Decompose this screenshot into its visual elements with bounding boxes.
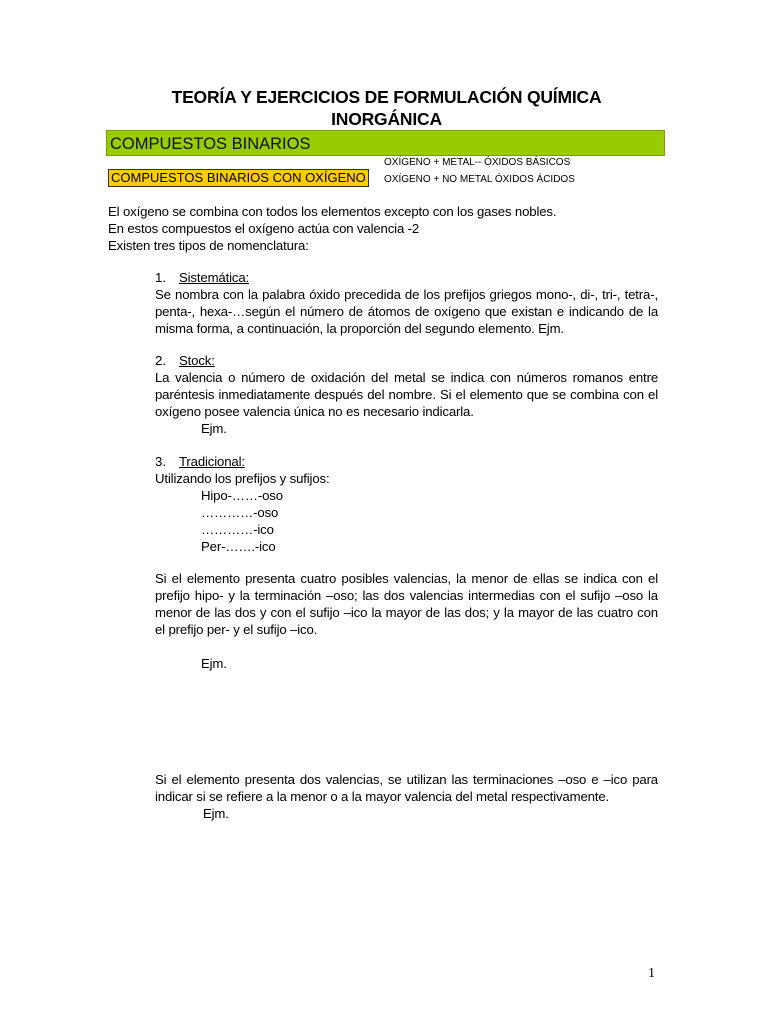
title-line-1: TEORÍA Y EJERCICIOS DE FORMULACIÓN QUÍMICA	[171, 87, 602, 107]
page-number: 1	[648, 966, 655, 981]
tradicional-intro: Utilizando los prefijos y sufijos:	[155, 471, 330, 486]
intro-line-1: El oxígeno se combina con todos los elementos excepto con los gases nobles.	[108, 204, 557, 219]
subsection-highlight: COMPUESTOS BINARIOS CON OXÍGENO	[108, 169, 369, 187]
stock-ejm: Ejm.	[201, 421, 227, 436]
suffix-item-2: …………-oso	[201, 505, 279, 520]
document-title	[108, 86, 665, 130]
sistematica-number: 1.	[155, 270, 166, 285]
stock-number: 2.	[155, 353, 166, 368]
intro-line-3: Existen tres tipos de nomenclatura:	[108, 238, 309, 253]
cuatro-valencias-ejm: Ejm.	[201, 656, 227, 671]
stock-text: La valencia o número de oxidación del metal se indica con números romanos entre paréntesis inmediatamente después del nombre. Si el elemento que se combina con el oxígeno posee valencia única no es necesario indicarla.	[155, 370, 658, 419]
suffix-item-4: Per-…….-ico	[201, 539, 276, 554]
sistematica-heading: Sistemática:	[179, 270, 250, 285]
section-banner	[106, 130, 665, 156]
title-line-2: INORGÁNICA	[331, 109, 442, 129]
sistematica-text: Se nombra con la palabra óxido precedida de los prefijos griegos mono-, di-, tri-, tetra-, penta-, hexa-…según el número de átomos de oxígeno que existan e indicando de la misma forma, a continuación, la proporción del segundo elemento. Ejm.	[155, 287, 658, 336]
tradicional-number: 3.	[155, 454, 166, 469]
section-banner-label: COMPUESTOS BINARIOS	[110, 135, 311, 153]
cuatro-valencias-text: Si el elemento presenta cuatro posibles valencias, la menor de ellas se indica con el prefijo hipo- y la terminación –oso; las dos valencias intermedias con el sufijo –oso la menor de las dos y con el sufijo –ico la mayor de las dos; y la mayor de las cuatro con el prefijo per- y el sufijo –ico.	[155, 571, 658, 637]
suffix-item-3: …………-ico	[201, 522, 274, 537]
tradicional-heading: Tradicional:	[179, 454, 245, 469]
intro-line-2: En estos compuestos el oxígeno actúa con valencia -2	[108, 221, 420, 236]
dos-valencias-ejm: Ejm.	[203, 806, 229, 821]
dos-valencias-text: Si el elemento presenta dos valencias, se utilizan las terminaciones –oso e –ico para indicar si se refiere a la menor o a la mayor valencia del metal respectivamente.	[155, 772, 658, 804]
formula-acid-oxides: OXÍGENO + NO METAL ÓXIDOS ÁCIDOS	[384, 174, 575, 185]
stock-heading: Stock:	[179, 353, 215, 368]
formula-basic-oxides: OXÍGENO + METAL-- ÓXIDOS BÁSICOS	[384, 157, 571, 168]
suffix-item-1: Hipo-……-oso	[201, 488, 283, 503]
